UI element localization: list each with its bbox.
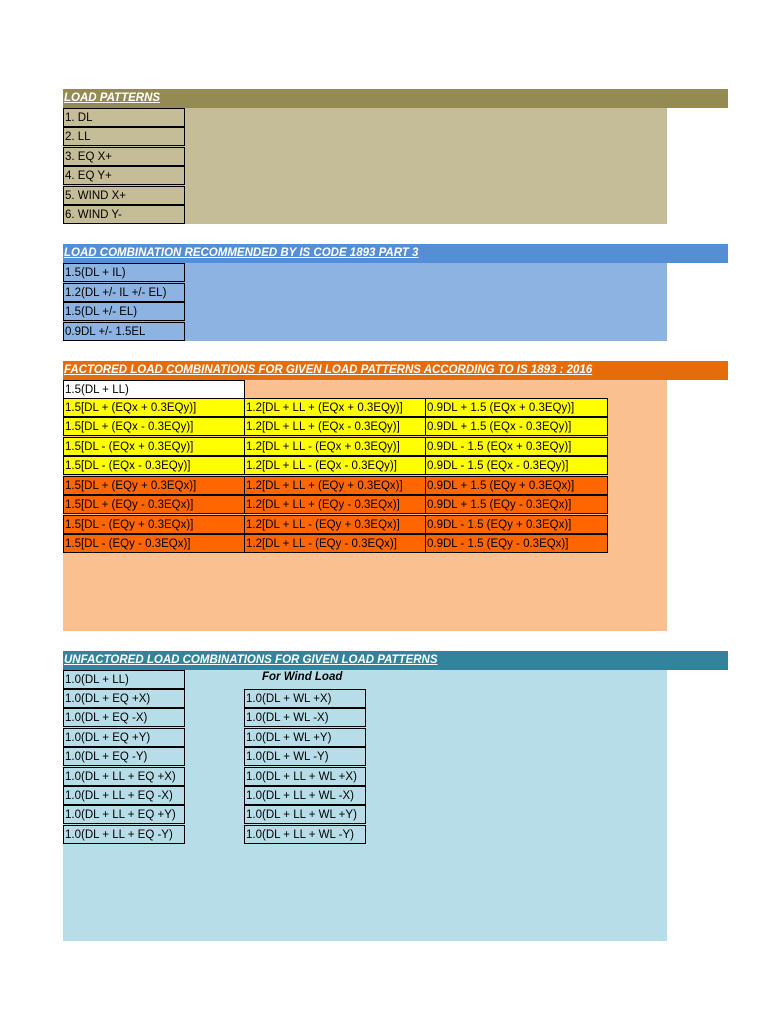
unfactored-wind-item: 1.0(DL + WL +Y)	[244, 728, 366, 747]
unfactored-title: UNFACTORED LOAD COMBINATIONS FOR GIVEN LOAD PATTERNS	[64, 654, 438, 666]
load-pattern-item: 5. WIND X+	[63, 186, 185, 205]
factored-first-item: 1.5(DL + LL)	[63, 380, 245, 399]
unfactored-wind-item: 1.0(DL + WL -X)	[244, 708, 366, 727]
unfactored-eq-item: 1.0(DL + EQ +X)	[63, 689, 185, 708]
factored-cell: 1.5[DL - (EQx + 0.3EQy)]	[63, 437, 245, 456]
unfactored-eq-item: 1.0(DL + EQ -Y)	[63, 747, 185, 766]
factored-cell: 1.5[DL + (EQy + 0.3EQx)]	[63, 476, 245, 495]
unfactored-eq-item: 1.0(DL + LL + EQ -X)	[63, 786, 185, 805]
factored-cell: 1.5[DL - (EQy - 0.3EQx)]	[63, 534, 245, 553]
load-patterns-header	[63, 89, 728, 108]
factored-cell: 1.5[DL + (EQx + 0.3EQy)]	[63, 398, 245, 417]
unfactored-wind-item: 1.0(DL + LL + WL +Y)	[244, 805, 366, 824]
wind-load-title: For Wind Load	[262, 671, 343, 683]
factored-cell: 1.2[DL + LL - (EQy + 0.3EQx)]	[244, 515, 426, 534]
unfactored-eq-item: 1.0(DL + LL + EQ +X)	[63, 767, 185, 786]
factored-cell: 0.9DL + 1.5 (EQx - 0.3EQy)]	[425, 417, 608, 436]
recommended-item: 0.9DL +/- 1.5EL	[63, 322, 185, 341]
load-pattern-item: 1. DL	[63, 108, 185, 127]
factored-cell: 1.2[DL + LL + (EQy - 0.3EQx)]	[244, 495, 426, 514]
factored-cell: 1.2[DL + LL - (EQy - 0.3EQx)]	[244, 534, 426, 553]
factored-cell: 1.5[DL + (EQy - 0.3EQx)]	[63, 495, 245, 514]
unfactored-eq-item: 1.0(DL + EQ -X)	[63, 708, 185, 727]
unfactored-eq-item: 1.0(DL + LL + EQ +Y)	[63, 805, 185, 824]
factored-header	[63, 361, 728, 380]
load-pattern-item: 6. WIND Y-	[63, 205, 185, 224]
factored-cell: 1.2[DL + LL + (EQx - 0.3EQy)]	[244, 417, 426, 436]
factored-cell: 1.2[DL + LL - (EQx - 0.3EQy)]	[244, 456, 426, 475]
factored-title: FACTORED LOAD COMBINATIONS FOR GIVEN LOAD PATTERNS ACCORDING TO IS 1893 : 2016	[64, 364, 593, 376]
recommended-item: 1.2(DL +/- IL +/- EL)	[63, 283, 185, 302]
load-pattern-item: 2. LL	[63, 127, 185, 146]
unfactored-eq-item: 1.0(DL + LL + EQ -Y)	[63, 825, 185, 844]
load-patterns-title: LOAD PATTERNS	[64, 92, 161, 104]
factored-cell: 1.2[DL + LL + (EQx + 0.3EQy)]	[244, 398, 426, 417]
factored-cell: 1.5[DL - (EQx - 0.3EQy)]	[63, 456, 245, 475]
factored-cell: 0.9DL - 1.5 (EQy - 0.3EQx)]	[425, 534, 608, 553]
factored-cell: 1.2[DL + LL - (EQx + 0.3EQy)]	[244, 437, 426, 456]
recommended-item: 1.5(DL + IL)	[63, 263, 185, 282]
factored-cell: 0.9DL - 1.5 (EQx + 0.3EQy)]	[425, 437, 608, 456]
recommended-item: 1.5(DL +/- EL)	[63, 302, 185, 321]
factored-cell: 0.9DL + 1.5 (EQx + 0.3EQy)]	[425, 398, 608, 417]
unfactored-wind-item: 1.0(DL + LL + WL -X)	[244, 786, 366, 805]
factored-cell: 0.9DL + 1.5 (EQy - 0.3EQx)]	[425, 495, 608, 514]
unfactored-eq-item: 1.0(DL + LL)	[63, 670, 185, 689]
unfactored-wind-item: 1.0(DL + LL + WL +X)	[244, 767, 366, 786]
load-pattern-item: 4. EQ Y+	[63, 166, 185, 185]
factored-cell: 0.9DL + 1.5 (EQy + 0.3EQx)]	[425, 476, 608, 495]
factored-cell: 0.9DL - 1.5 (EQx - 0.3EQy)]	[425, 456, 608, 475]
unfactored-wind-item: 1.0(DL + WL -Y)	[244, 747, 366, 766]
unfactored-eq-item: 1.0(DL + EQ +Y)	[63, 728, 185, 747]
recommended-header	[63, 244, 728, 263]
recommended-title: LOAD COMBINATION RECOMMENDED BY IS CODE 1893 PART 3	[64, 247, 419, 259]
unfactored-wind-item: 1.0(DL + LL + WL -Y)	[244, 825, 366, 844]
factored-cell: 1.5[DL - (EQy + 0.3EQx)]	[63, 515, 245, 534]
factored-cell: 1.2[DL + LL + (EQy + 0.3EQx)]	[244, 476, 426, 495]
unfactored-wind-item: 1.0(DL + WL +X)	[244, 689, 366, 708]
unfactored-header	[63, 651, 728, 670]
factored-cell: 1.5[DL + (EQx - 0.3EQy)]	[63, 417, 245, 436]
factored-cell: 0.9DL - 1.5 (EQy + 0.3EQx)]	[425, 515, 608, 534]
load-pattern-item: 3. EQ X+	[63, 147, 185, 166]
